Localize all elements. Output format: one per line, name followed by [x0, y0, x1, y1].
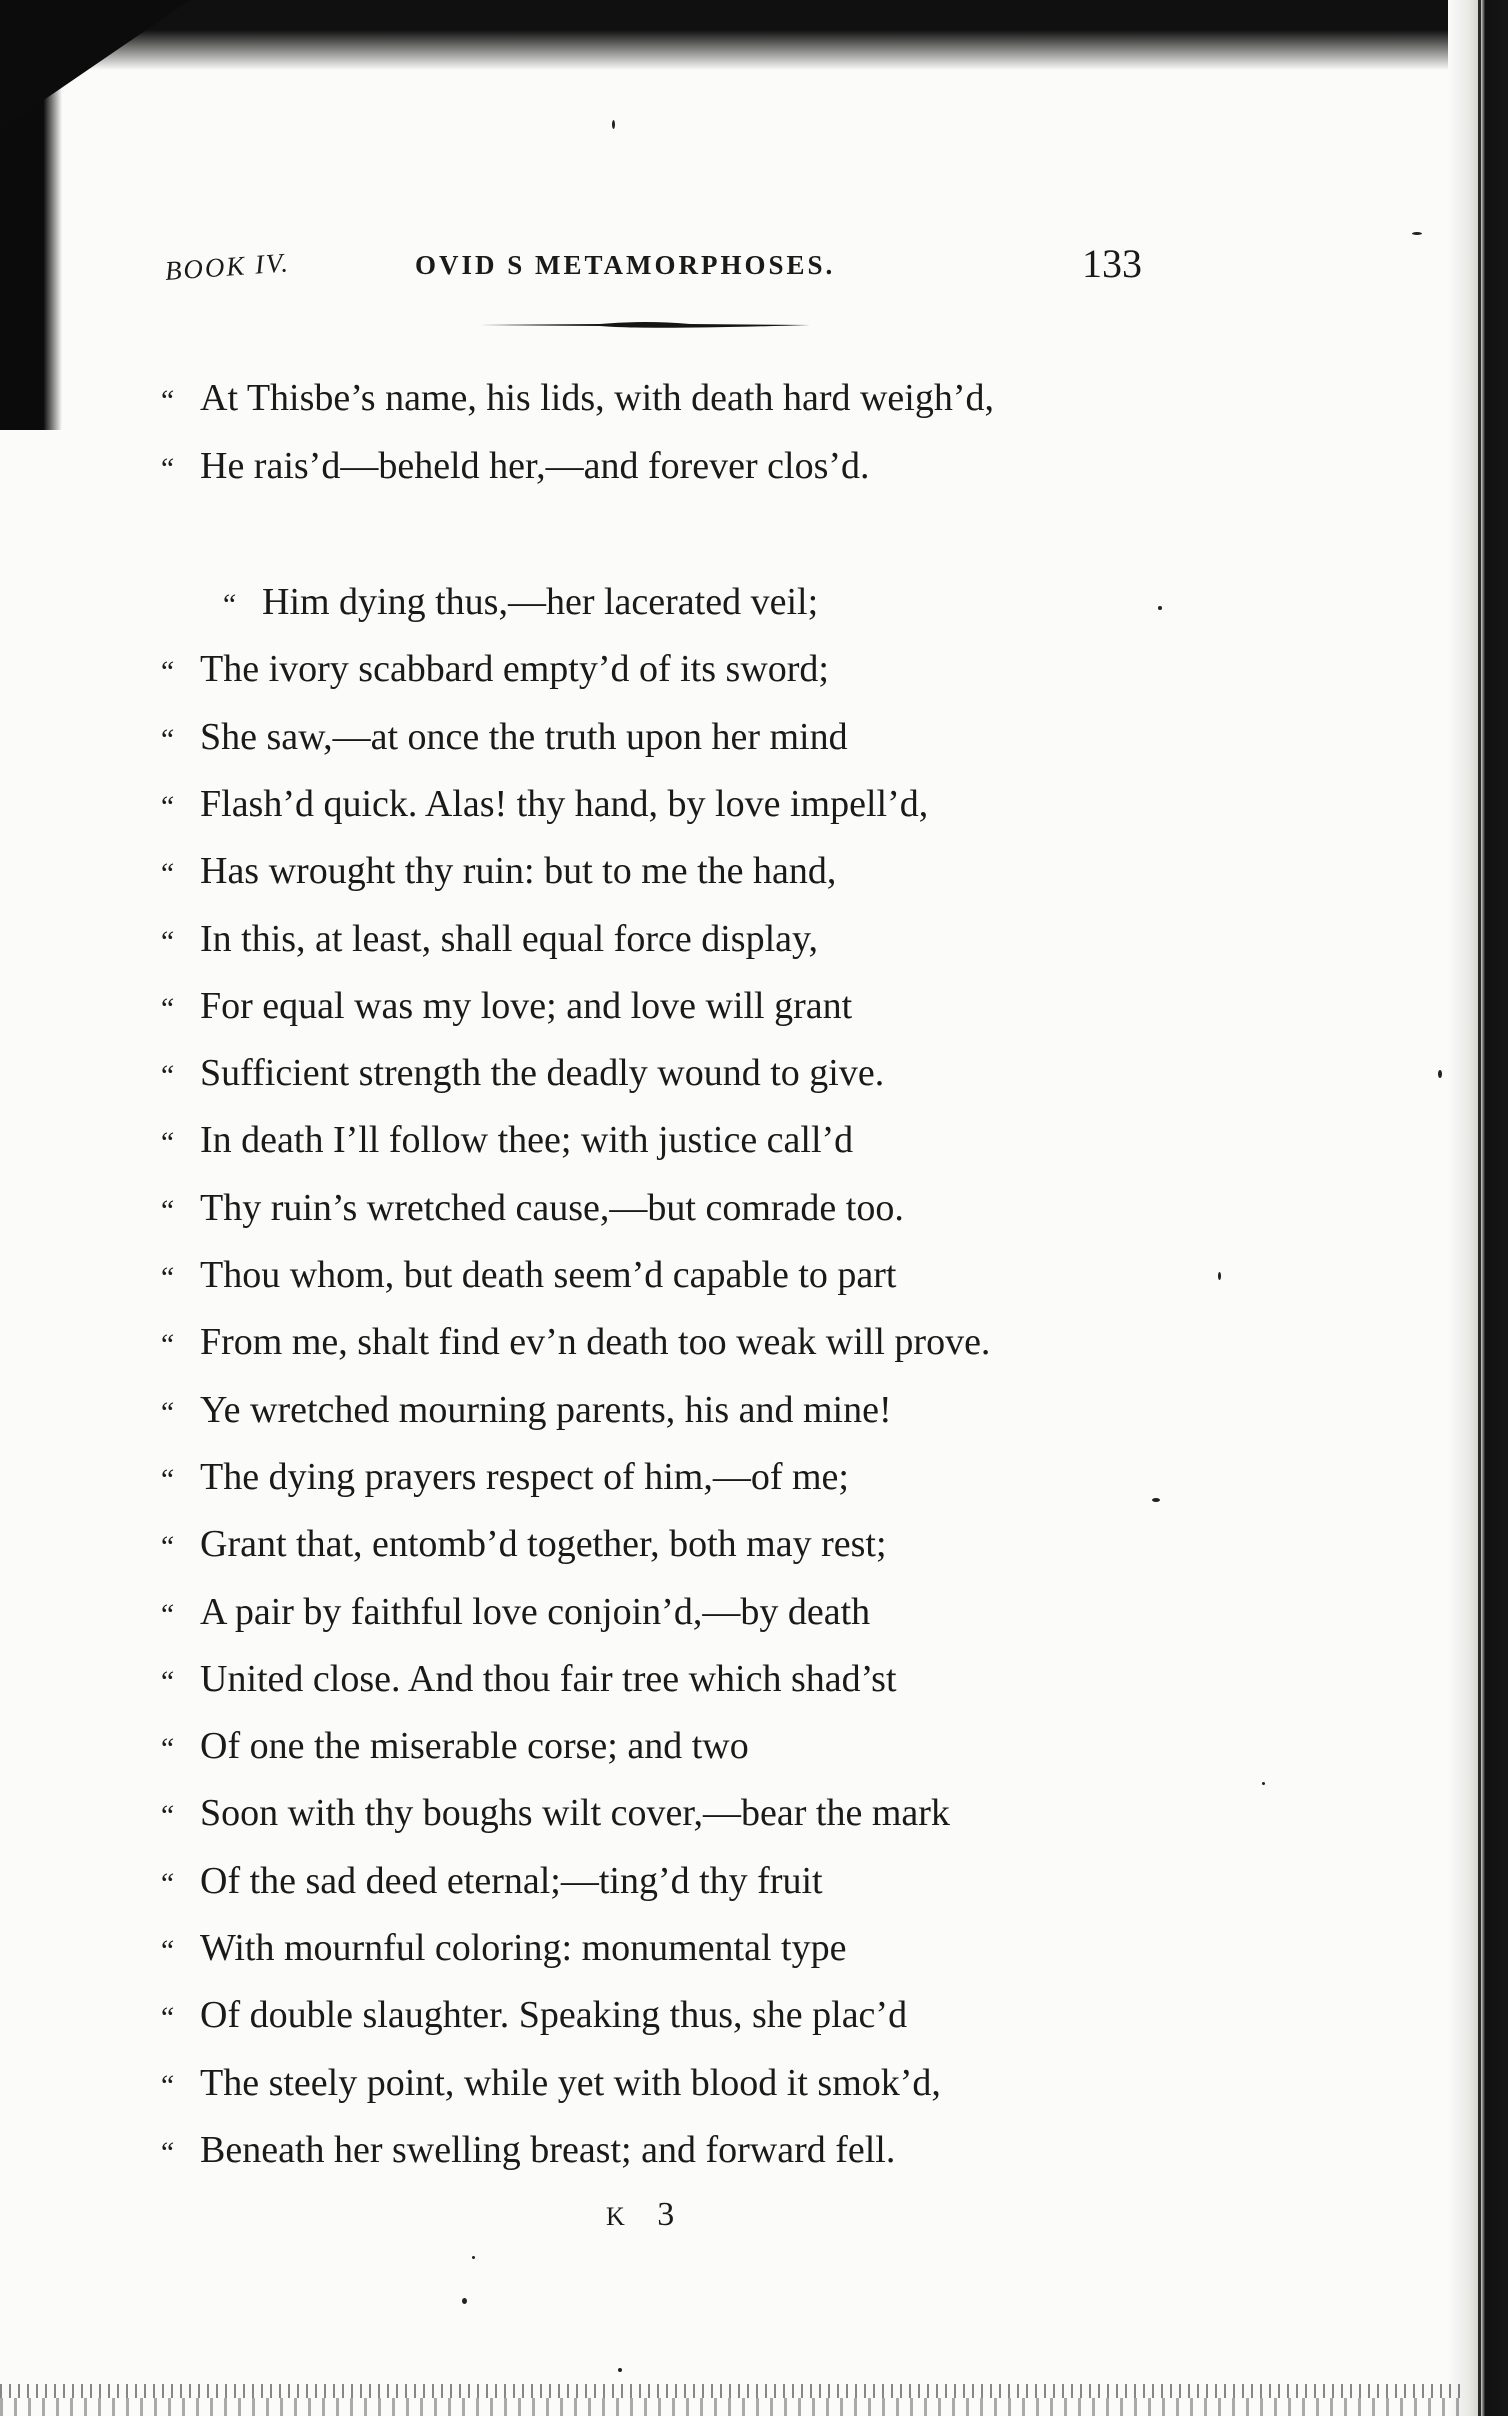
scan-top-shadow-fade: [0, 30, 1480, 70]
scan-speck: [1158, 606, 1162, 610]
verse-line-text: Thou whom, but death seem’d capable to part: [200, 1254, 897, 1296]
verse-line: [158, 1180, 904, 1236]
quote-mark: “: [158, 1934, 175, 1967]
verse-line: [158, 2122, 895, 2178]
quote-mark: “: [158, 2001, 175, 2034]
quote-mark: “: [158, 1261, 175, 1294]
page-edge-line: [1478, 0, 1481, 2416]
quote-mark: “: [158, 1059, 175, 1092]
scan-speck: [1218, 1272, 1221, 1280]
running-header: [165, 240, 1165, 300]
quote-mark: “: [158, 384, 175, 417]
verse-line-text: Has wrought thy ruin: but to me the hand,: [200, 850, 837, 892]
scan-speck: [1438, 1070, 1442, 1078]
book-label: BOOK IV.: [163, 247, 291, 286]
verse-line: [158, 1584, 870, 1640]
scan-speck: [472, 2256, 475, 2259]
verse-line-text: Beneath her swelling breast; and forward fell.: [200, 2129, 896, 2171]
verse-line-text: The ivory scabbard empty’d of its sword;: [200, 648, 829, 690]
verse-line-text: Of the sad deed eternal;—ting’d thy fruit: [200, 1860, 823, 1902]
verse-line-text: A pair by faithful love conjoin’d,—by death: [200, 1591, 871, 1633]
verse-line: [158, 2055, 941, 2111]
verse-line: [158, 1987, 907, 2043]
quote-mark: “: [158, 1799, 175, 1832]
quote-mark: “: [158, 857, 175, 890]
quote-mark: “: [158, 790, 175, 823]
scan-speck: [1412, 232, 1422, 235]
quote-mark: “: [158, 723, 175, 756]
quote-mark: “: [158, 1463, 175, 1496]
verse-line-text: United close. And thou fair tree which shad’st: [200, 1658, 897, 1700]
verse-line: [158, 1382, 892, 1438]
scan-bottom-noise: [0, 2398, 1460, 2416]
verse-line-text: Ye wretched mourning parents, his and mine!: [200, 1389, 892, 1431]
signature-letter: K: [606, 2202, 637, 2231]
verse-line: [158, 911, 818, 967]
verse-line-text: In death I’ll follow thee; with justice call’d: [200, 1119, 854, 1161]
quote-mark: “: [158, 1396, 175, 1429]
verse-line-text: Sufficient strength the deadly wound to give.: [200, 1052, 885, 1094]
scan-top-shadow: [0, 0, 1480, 30]
verse-line-text: With mournful coloring: monumental type: [200, 1927, 847, 1969]
quote-mark: “: [158, 1530, 175, 1563]
verse-line: [158, 1853, 823, 1909]
quote-mark: “: [158, 1665, 175, 1698]
scan-speck: [462, 2298, 467, 2304]
scan-bottom-noise: [0, 2384, 1460, 2398]
verse-line-text: At Thisbe’s name, his lids, with death hard weigh’d,: [200, 377, 995, 419]
verse-line-text: Thy ruin’s wretched cause,—but comrade too.: [200, 1187, 904, 1229]
quote-mark: “: [158, 2069, 175, 2102]
verse-line-text: She saw,—at once the truth upon her mind: [200, 716, 848, 758]
signature-mark: [606, 2196, 686, 2234]
verse-line: [158, 641, 829, 697]
quote-mark: “: [158, 992, 175, 1025]
verse-line: [158, 438, 870, 494]
scan-speck: [612, 120, 615, 129]
verse-line-text: In this, at least, shall equal force display,: [200, 918, 819, 960]
scan-speck: [618, 2368, 622, 2372]
verse-line: [158, 1651, 897, 1707]
verse-line-text: From me, shalt find ev’n death too weak will prove.: [200, 1321, 991, 1363]
running-title: OVID S METAMORPHOSES.: [415, 250, 836, 280]
verse-line-text: The dying prayers respect of him,—of me;: [200, 1456, 849, 1498]
verse-line: [158, 574, 818, 630]
page-number: 133: [1082, 241, 1142, 286]
verse-line: [158, 709, 848, 765]
verse-line: [158, 1045, 884, 1101]
quote-mark: “: [158, 1598, 175, 1631]
verse-line: [158, 1785, 950, 1841]
verse-line: [158, 776, 928, 832]
verse-line: [158, 1920, 846, 1976]
verse-line: [158, 978, 852, 1034]
quote-mark: “: [158, 1126, 175, 1159]
quote-mark: “: [220, 588, 237, 621]
scan-speck: [1152, 1498, 1160, 1502]
quote-mark: “: [158, 452, 175, 485]
quote-mark: “: [158, 925, 175, 958]
verse-line: [158, 1112, 853, 1168]
verse-line-text: Flash’d quick. Alas! thy hand, by love impell’d,: [200, 783, 929, 825]
verse-line: [158, 1516, 887, 1572]
verse-line-text: Soon with thy boughs wilt cover,—bear the mark: [200, 1792, 950, 1834]
scan-speck: [1262, 1782, 1265, 1785]
header-rule-ornament: [480, 320, 810, 330]
verse-line: [158, 1718, 749, 1774]
verse-line-text: He rais’d—beheld her,—and forever clos’d.: [200, 445, 870, 487]
quote-mark: “: [158, 655, 175, 688]
quote-mark: “: [158, 1867, 175, 1900]
verse-line-text: Him dying thus,—her lacerated veil;: [262, 581, 819, 623]
verse-line-text: Grant that, entomb’d together, both may rest;: [200, 1523, 887, 1565]
quote-mark: “: [158, 2136, 175, 2169]
verse-line-text: The steely point, while yet with blood it smok’d,: [200, 2062, 941, 2104]
quote-mark: “: [158, 1194, 175, 1227]
verse-line: [158, 370, 994, 426]
verse-line: [158, 1247, 896, 1303]
quote-mark: “: [158, 1732, 175, 1765]
verse-line-text: Of one the miserable corse; and two: [200, 1725, 749, 1767]
verse-line-text: For equal was my love; and love will grant: [200, 985, 853, 1027]
quote-mark: “: [158, 1328, 175, 1361]
verse-line: [158, 1449, 849, 1505]
verse-line: [158, 843, 836, 899]
verse-line-text: Of double slaughter. Speaking thus, she plac’d: [200, 1994, 908, 2036]
verse-line: [158, 1314, 990, 1370]
binding-corner-shadow: [0, 0, 190, 130]
signature-number: 3: [657, 2196, 687, 2233]
